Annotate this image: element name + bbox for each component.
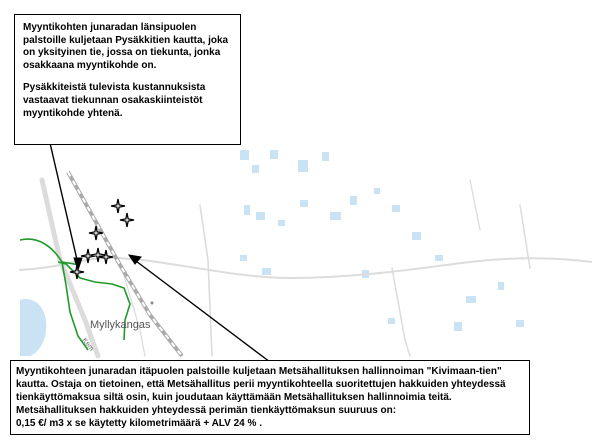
wetland bbox=[350, 196, 357, 205]
bottom-callout-fee: 0,15 €/ m3 x se käytetty kilometrimäärä + ALV 24 % . bbox=[16, 418, 262, 429]
wetland bbox=[516, 320, 524, 327]
arrow-line-top bbox=[50, 143, 78, 264]
bottom-callout-text: Myyntikohteen junaradan itäpuolen palstoille kuljetaan Metsähallituksen hallinnoiman "Kivimaan-tien" kautta. Ostaja on tietoinen, että Metsähallitus perii myyntikohteella suoritettujen hakkuiden yhteydessä tienkäyttömaksua siltä osin, kuin joudutaan käyttämään Metsähallituksen hallinnoimia teitä. Metsähallituksen hakkuiden yhteydessä perimän tienkäyttömaksun suuruus on: bbox=[16, 366, 506, 416]
wetland bbox=[270, 150, 278, 159]
road bbox=[392, 268, 410, 356]
wetland bbox=[298, 160, 308, 172]
wetland bbox=[240, 150, 249, 160]
top-callout-paragraph-2: Pysäkkiteistä tulevista kustannuksista vastaavat tiekunnan osakaskiinteistöt myyntikohde yhtenä. bbox=[23, 82, 206, 119]
road bbox=[470, 180, 480, 230]
arrow-line-bottom bbox=[132, 258, 270, 362]
top-callout bbox=[14, 14, 241, 145]
wetland bbox=[252, 165, 259, 173]
parcel-boundary bbox=[20, 239, 80, 265]
wetland bbox=[240, 255, 247, 261]
parcel-marker-1[interactable] bbox=[111, 199, 125, 213]
wetland bbox=[466, 296, 476, 303]
wetland bbox=[454, 322, 462, 331]
wetland bbox=[278, 220, 285, 226]
wetland bbox=[374, 188, 380, 194]
top-callout-paragraph-1: Myyntikohten junaradan länsipuolen palstoille kuljetaan Pysäkkitien kautta, joka on yksityinen tie, jossa on tiekunta, jonka osakkaana myyntikohde on. bbox=[23, 22, 229, 71]
wetland bbox=[300, 200, 308, 207]
map-point bbox=[151, 302, 154, 305]
wetland bbox=[322, 152, 329, 161]
wetland bbox=[244, 205, 250, 215]
wetland bbox=[330, 212, 341, 220]
wetland bbox=[498, 282, 504, 290]
wetland bbox=[262, 268, 271, 275]
road-label: Kem bbox=[80, 336, 95, 353]
road bbox=[120, 262, 145, 356]
wetland bbox=[392, 205, 400, 212]
place-label: Myllykangas bbox=[90, 319, 151, 331]
wetland bbox=[256, 212, 265, 220]
bottom-callout bbox=[10, 360, 530, 435]
parcel-marker-2[interactable] bbox=[120, 213, 134, 227]
road bbox=[200, 205, 212, 356]
wetland bbox=[435, 255, 443, 261]
wetland bbox=[412, 232, 421, 240]
wetland bbox=[388, 318, 395, 324]
parcel-markers bbox=[70, 199, 134, 279]
parcel-marker-7[interactable] bbox=[70, 265, 84, 279]
lake-west bbox=[20, 299, 46, 356]
